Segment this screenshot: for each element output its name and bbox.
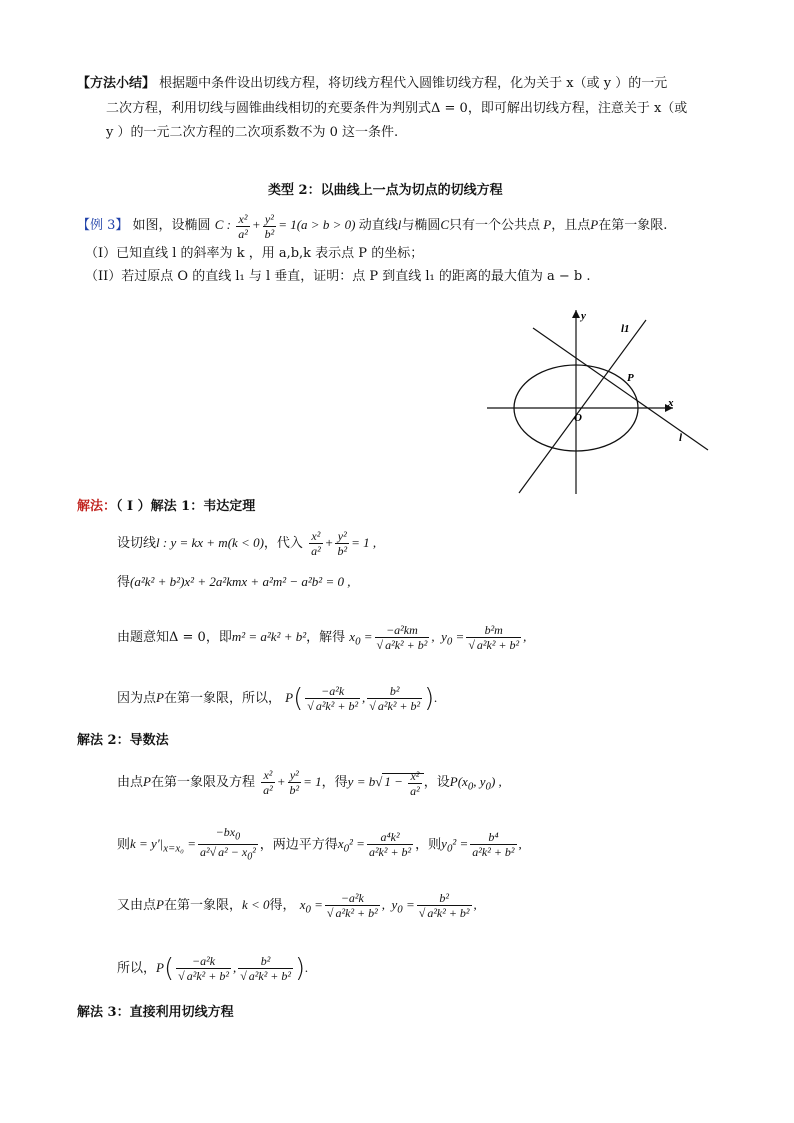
solution2-heading: 解法 2：导数法 (77, 733, 169, 748)
example-label: 【例 3】 (77, 218, 129, 233)
sol2-t3a: 又由点 (117, 898, 157, 913)
sol1-step4: 因为点P在第一象限，所以， P( $\frac{\text{−a²k}}{\text{√ a²k² + b²}}$ , $\frac{\text{b²}}{\text{√ a²k² + b²}}$ ). (117, 683, 438, 714)
section-title: 类型 2：以曲线上一点为切点的切线方程 (268, 183, 503, 198)
solution1-title: （ I ）解法 1：韦达定理 (116, 499, 256, 514)
sol1-step2: 得(a²k² + b²)x² + 2a²kmx + a²m² − a²b² = 0 , (117, 574, 351, 590)
sol2-t2c: ，则 (415, 837, 442, 853)
ellipse-equation: C : $\frac{\text{x²}}{\text{a²}}$ + $\frac{\text{y²}}{\text{b²}}$ = 1(a > b > 0) (214, 211, 359, 241)
sol2-t2a: 则 (117, 837, 131, 853)
solution3-heading: 解法 3：直接利用切线方程 (77, 1005, 234, 1020)
sol2-step1: 由点P在第一象限及方程 $\frac{\text{x²}}{\text{a²}}$ + $\frac{\text{y²}}{\text{b²}}$ = 1，得y = b√ 1 − $\frac{\text{x²}}{\text{a²}}$ ，设$P(x_0$, $y_0$) , (117, 768, 502, 798)
method-summary-line2 (106, 100, 687, 118)
sol2-t1a: 由点 (117, 775, 144, 790)
label-x: x (668, 397, 674, 409)
sol1-step1: 设切线l : y = kx + m(k < 0)，代入 $\frac{\text{x²}}{\text{a²}}$ + $\frac{\text{y²}}{\text{b²}}$ = 1 , (117, 529, 377, 558)
sol1-s1b: ，代入 (263, 536, 303, 551)
example-text-d: 只有一个公共点 (449, 218, 541, 233)
ellipse-figure (483, 298, 723, 498)
sol2-t2b: ，两边平方得 (259, 837, 338, 853)
solution-label: 解法： (77, 499, 117, 514)
method-summary-line3 (106, 124, 398, 142)
example-3-statement: 【例 3】 如图，设椭圆 C : $\frac{\text{x²}}{\text{a²}}$ + $\frac{\text{y²}}{\text{b²}}$ = 1(a > b > 0) 动直线l与椭圆C只有一个公共点 P，且点P在第一象限. (77, 211, 668, 241)
sol2-t4a: 所以， (117, 961, 157, 976)
example-text-c: 与椭圆 (401, 218, 441, 233)
sol1-step3: 由题意知Δ = 0，即m² = a²k² + b²，解得 $x_0$ = $\frac{\text{−a²km}}{\text{√ a²k² + b²}}$ , $y_0$ = $\frac{\text{b²m}}{\text{√ a²k² + b²}}$ , (117, 623, 527, 652)
example-text-f: 在第一象限. (598, 218, 668, 233)
solution-heading (77, 498, 255, 516)
sol2-step3: 又由点P在第一象限，k < 0得， $x_0$ = $\frac{\text{−a²k}}{\text{√ a²k² + b²}}$ , $y_0$ = $\frac{\text{b²}}{\text{√ a²k² + b²}}$ , (117, 891, 477, 920)
sol2-step4: 所以，P( $\frac{\text{−a²k}}{\text{√ a²k² + b²}}$ , $\frac{\text{b²}}{\text{√ a²k² + b²}}$ ). (117, 953, 309, 984)
y-axis-arrow (572, 310, 580, 318)
sol1-s4b: 在第一象限，所以， (163, 691, 281, 706)
example-part-1: （I）已知直线 l 的斜率为 k ，用 a,b,k 表示点 P 的坐标； (85, 246, 424, 261)
sol1-s3a: 由题意知Δ = 0，即 (117, 630, 232, 645)
sol2-t3c: 得， (269, 898, 296, 913)
label-l1: l1 (621, 323, 630, 335)
method-summary-line1 (77, 75, 667, 93)
sol2-step2: 则$k = y'|_{x=x_0}$ = $\frac{-bx_0}{a^2√ a^2 - x_0^2}$ ，两边平方得$x_0^2$ = $\frac{\text{a⁴k²}}{\text{a²k² + b²}}$ ，则$y_0^2$ = $\frac{\text{b⁴}}{\text{a²k² + b²}}$ , (117, 825, 522, 863)
method-summary-text-3: y ）的一元二次方程的二次项系数不为 0 这一条件. (106, 125, 399, 140)
sol2-t1c: ，得 (321, 775, 348, 790)
example-part-2: （II）若过原点 O 的直线 l₁ 与 l 垂直，证明：点 P 到直线 l₁ 的距离的最大值为 a − b . (85, 269, 591, 284)
method-summary-text-1: 根据题中条件设出切线方程，将切线方程代入圆锥切线方程，化为关于 x（或 y ）的一元 (159, 76, 668, 91)
method-summary-text-2: 二次方程，利用切线与圆锥曲线相切的充要条件为判别式Δ = 0，即可解出切线方程，注意关于 x（或 (106, 101, 688, 116)
sol2-t1d: ，设 (423, 775, 450, 790)
label-y: y (581, 310, 586, 322)
example-text-a: 如图，设椭圆 (132, 218, 211, 233)
sol1-s4a: 因为点 (117, 691, 157, 706)
label-O: O (574, 412, 582, 424)
sol1-s3b: ，解得 (306, 630, 346, 645)
method-summary-label: 【方法小结】 (77, 76, 156, 91)
sol1-s2: 得 (117, 575, 131, 590)
example-text-e: ，且点 (551, 218, 591, 233)
sol2-t1b: 在第一象限及方程 (150, 775, 255, 790)
label-P: P (627, 372, 634, 384)
sol2-t3b: 在第一象限， (163, 898, 242, 913)
sol1-s1: 设切线 (117, 536, 157, 551)
label-l: l (679, 432, 683, 444)
example-text-b: 动直线 (358, 218, 398, 233)
line-l1 (519, 320, 646, 493)
